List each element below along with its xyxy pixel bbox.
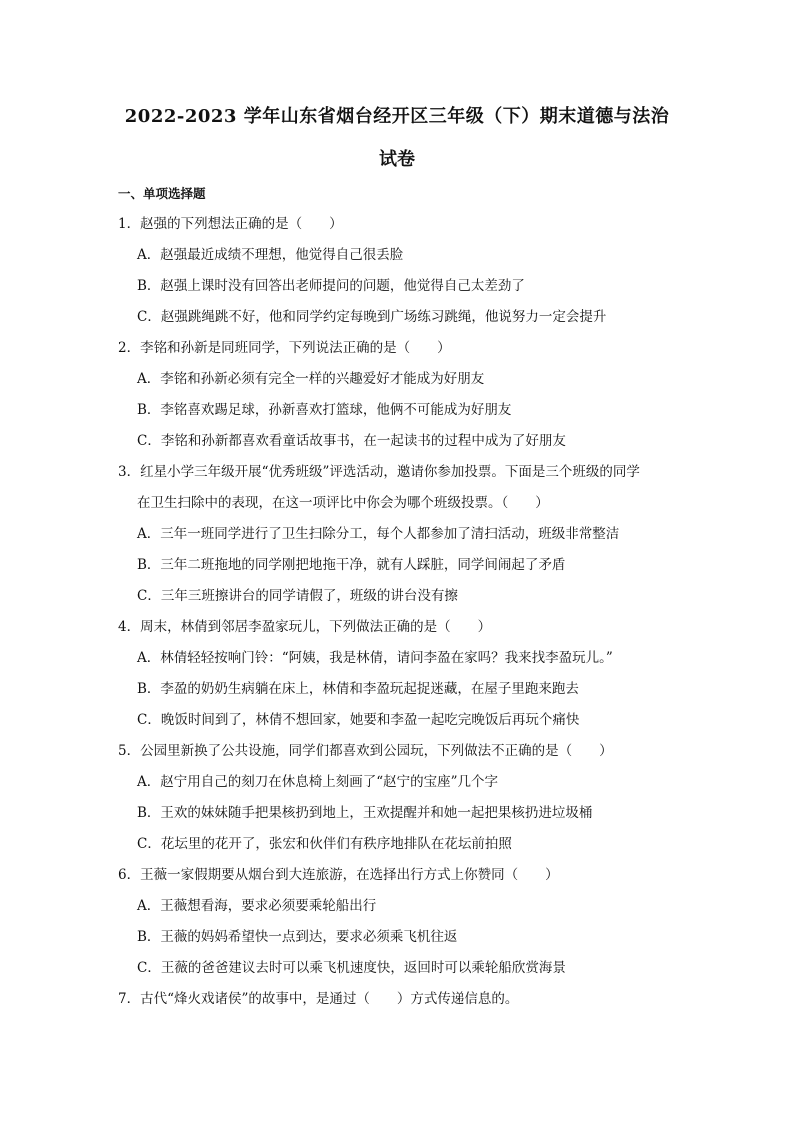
option-a: A．赵宁用自己的刻刀在休息椅上刻画了“赵宁的宝座”几个字 bbox=[137, 774, 499, 790]
question-text: 2．李铭和孙新是同班同学，下列说法正确的是（ ） bbox=[118, 340, 451, 356]
question-6 bbox=[118, 860, 698, 984]
question-2 bbox=[118, 333, 698, 457]
question-text: 1．赵强的下列想法正确的是（ ） bbox=[118, 216, 343, 232]
option-a: A．三年一班同学进行了卫生扫除分工，每个人都参加了清扫活动，班级非常整洁 bbox=[137, 526, 620, 542]
option-b: B．李盈的奶奶生病躺在床上，林倩和李盈玩起捉迷藏，在屋子里跑来跑去 bbox=[137, 681, 579, 697]
option-b: B．三年二班拖地的同学刚把地拖干净，就有人踩脏，同学间闹起了矛盾 bbox=[137, 557, 566, 573]
question-text: 7．古代“烽火戏诸侯”的故事中，是通过（ ）方式传递信息的。 bbox=[118, 991, 519, 1007]
option-c: C．王薇的爸爸建议去时可以乘飞机速度快，返回时可以乘轮船欣赏海景 bbox=[137, 960, 566, 976]
question-5 bbox=[118, 736, 698, 860]
option-c: C．花坛里的花开了，张宏和伙伴们有秩序地排队在花坛前拍照 bbox=[137, 836, 512, 852]
option-b: B．王欢的妹妹随手把果核扔到地上，王欢提醒并和她一起把果核扔进垃圾桶 bbox=[137, 805, 593, 821]
question-text-continued: 在卫生扫除中的表现，在这一项评比中你会为哪个班级投票。（ ） bbox=[137, 495, 549, 511]
option-b: B．赵强上课时没有回答出老师提问的问题，他觉得自己太差劲了 bbox=[137, 278, 525, 294]
option-c: C．晚饭时间到了，林倩不想回家，她要和李盈一起吃完晚饭后再玩个痛快 bbox=[137, 712, 580, 728]
page-title: 2022-2023 学年山东省烟台经开区三年级（下）期末道德与法治 bbox=[124, 106, 670, 127]
question-3 bbox=[118, 457, 698, 612]
exam-content bbox=[118, 183, 698, 1015]
question-4 bbox=[118, 612, 698, 736]
question-text: 4．周末，林倩到邻居李盈家玩儿，下列做法正确的是（ ） bbox=[118, 619, 492, 635]
question-7 bbox=[118, 984, 698, 1015]
option-a: A．王薇想看海，要求必须要乘轮船出行 bbox=[137, 898, 377, 914]
section-heading: 一、单项选择题 bbox=[118, 186, 206, 201]
option-a: A．赵强最近成绩不理想，他觉得自己很丢脸 bbox=[137, 247, 404, 263]
option-c: C．李铭和孙新都喜欢看童话故事书，在一起读书的过程中成为了好朋友 bbox=[137, 433, 566, 449]
option-b: B．李铭喜欢踢足球，孙新喜欢打篮球，他俩不可能成为好朋友 bbox=[137, 402, 512, 418]
option-a: A．林倩轻轻按响门铃：“阿姨，我是林倩，请问李盈在家吗？我来找李盈玩儿。” bbox=[137, 650, 613, 666]
question-text: 6．王薇一家假期要从烟台到大连旅游，在选择出行方式上你赞同（ ） bbox=[118, 867, 559, 883]
question-text: 5．公园里新换了公共设施，同学们都喜欢到公园玩，下列做法不正确的是（ ） bbox=[118, 743, 613, 759]
option-a: A．李铭和孙新必须有完全一样的兴趣爱好才能成为好朋友 bbox=[137, 371, 485, 387]
option-c: C．赵强跳绳跳不好，他和同学约定每晚到广场练习跳绳，他说努力一定会提升 bbox=[137, 309, 607, 325]
question-text: 3．红星小学三年级开展“优秀班级”评选活动，邀请你参加投票。下面是三个班级的同学 bbox=[118, 464, 640, 480]
page-title-continued: 试卷 bbox=[379, 149, 415, 170]
question-1 bbox=[118, 209, 698, 333]
option-c: C．三年三班擦讲台的同学请假了，班级的讲台没有擦 bbox=[137, 588, 458, 604]
option-b: B．王薇的妈妈希望快一点到达，要求必须乘飞机往返 bbox=[137, 929, 458, 945]
